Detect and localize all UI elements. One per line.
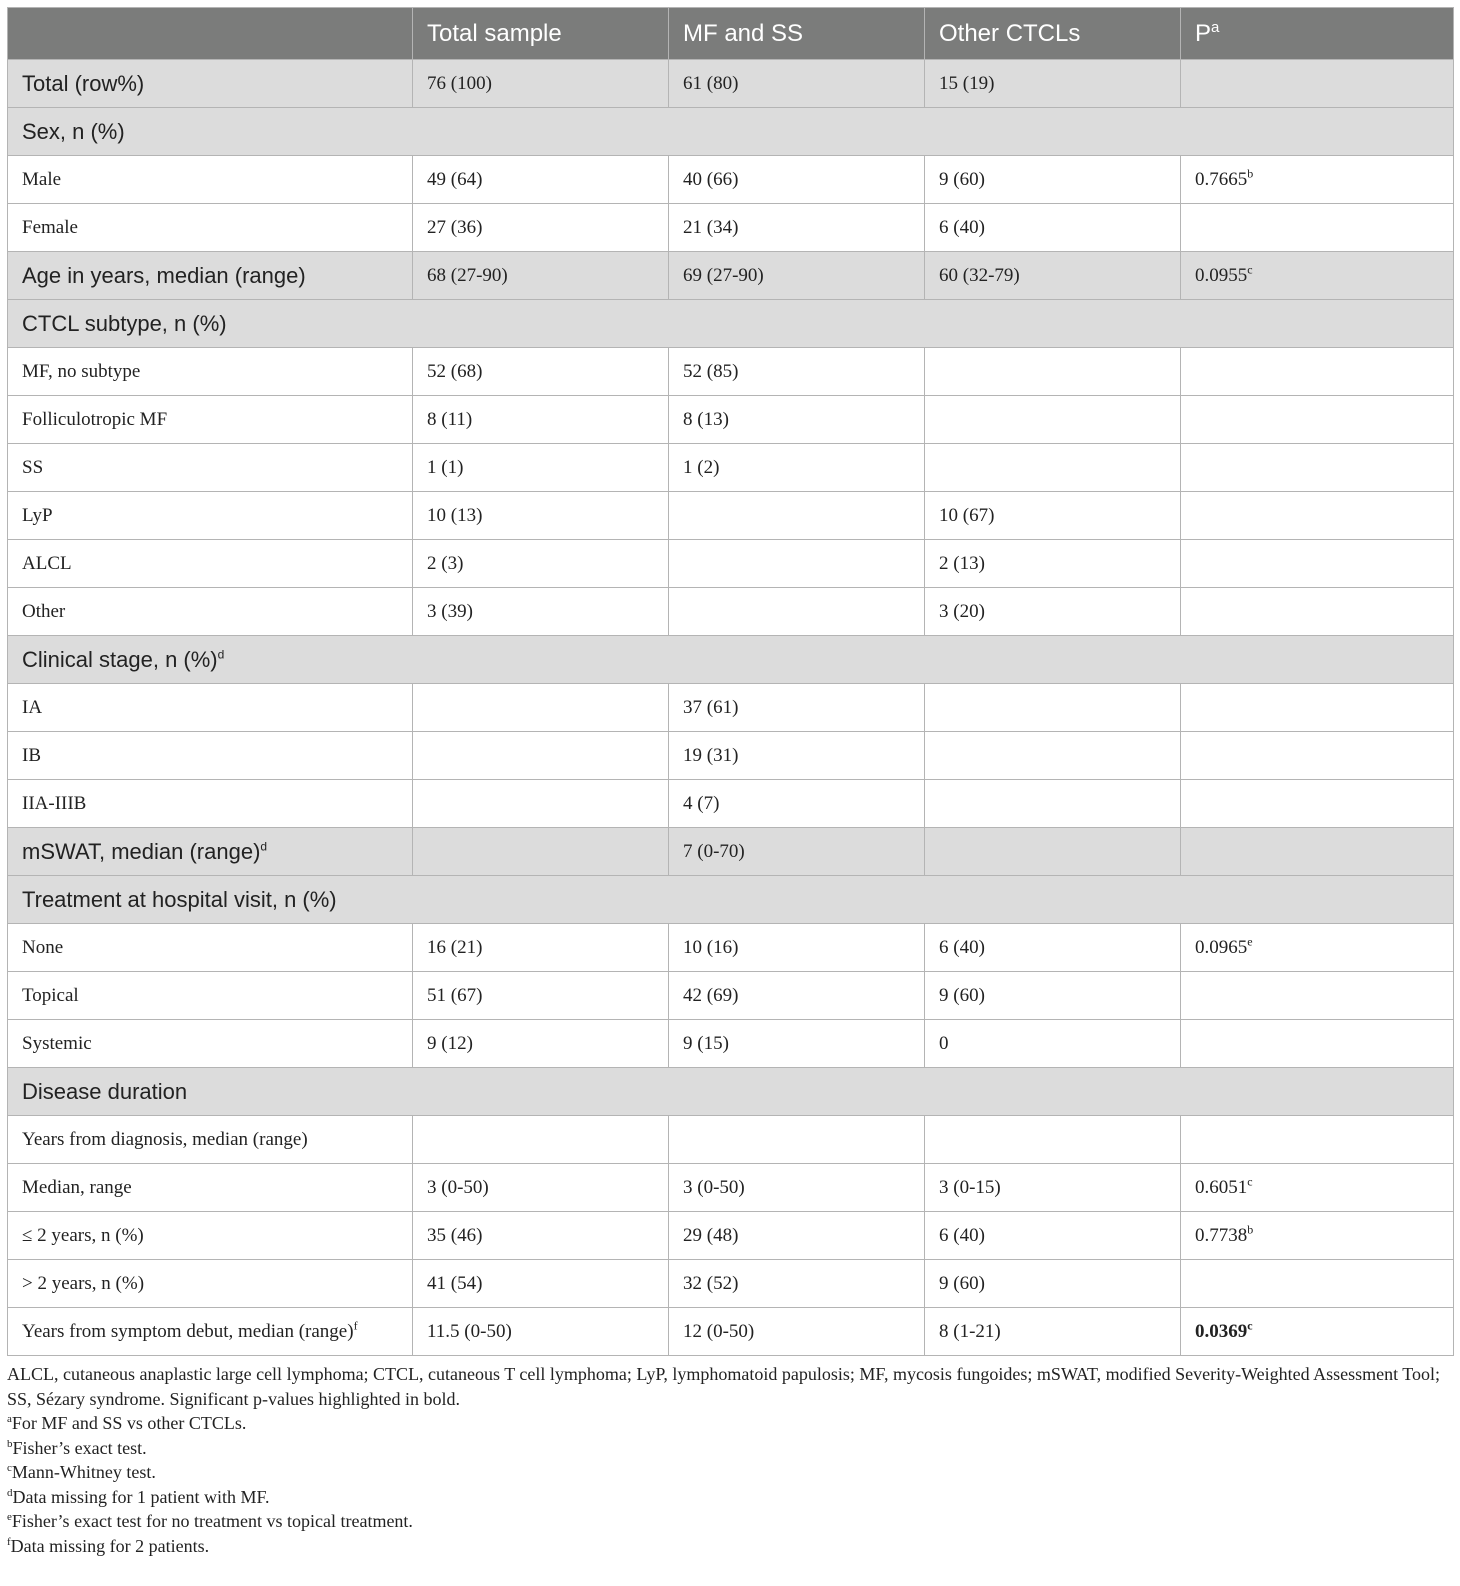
cell-other-ctcls — [925, 828, 1181, 876]
row-label — [8, 924, 413, 972]
cell-p-value — [1181, 1260, 1454, 1308]
row-label — [8, 1164, 413, 1212]
section-heading — [8, 108, 1454, 156]
cell-total-sample — [413, 1212, 669, 1260]
cell-value: 9 (60) — [939, 1272, 985, 1294]
row-label-text: ALCL — [22, 552, 72, 574]
row-label — [8, 540, 413, 588]
cell-total-sample — [413, 252, 669, 300]
cell-value: 7 (0-70) — [683, 840, 745, 862]
cell-value: 61 (80) — [683, 72, 739, 94]
cell-value: 32 (52) — [683, 1272, 739, 1294]
cell-mf-and-ss — [669, 732, 925, 780]
header-p-label: P — [1195, 19, 1212, 47]
cell-value: 10 (13) — [427, 504, 483, 526]
table-row — [8, 588, 1454, 636]
cell-value: 0.0369 — [1195, 1320, 1248, 1342]
cell-other-ctcls — [925, 60, 1181, 108]
cell-total-sample — [413, 60, 669, 108]
cell-value: 1 (2) — [683, 456, 720, 478]
cell-value: 4 (7) — [683, 792, 720, 814]
footnote-marker: c — [7, 1462, 12, 1474]
cell-value: 3 (39) — [427, 600, 473, 622]
cell-total-sample — [413, 1260, 669, 1308]
cell-value: 0.6051 — [1195, 1176, 1248, 1198]
row-label-text: Female — [22, 216, 78, 238]
cell-value: 9 (12) — [427, 1032, 473, 1054]
cell-p-value — [1181, 1020, 1454, 1068]
row-label — [8, 492, 413, 540]
row-label — [8, 972, 413, 1020]
cell-other-ctcls — [925, 780, 1181, 828]
row-label — [8, 252, 413, 300]
row-label — [8, 204, 413, 252]
cell-value: 40 (66) — [683, 168, 739, 190]
row-label-text: IIA-IIIB — [22, 792, 87, 814]
row-label-text: ≤ 2 years, n (%) — [22, 1224, 144, 1246]
table-row — [8, 348, 1454, 396]
cell-p-value — [1181, 684, 1454, 732]
cell-total-sample — [413, 444, 669, 492]
cell-value: 10 (16) — [683, 936, 739, 958]
cell-total-sample — [413, 684, 669, 732]
table-row — [8, 732, 1454, 780]
footnote-marker: c — [1247, 1174, 1253, 1189]
footnote-marker: c — [1247, 1318, 1253, 1333]
header-p-superscript: a — [1211, 18, 1220, 36]
cell-mf-and-ss — [669, 588, 925, 636]
cell-p-value — [1181, 492, 1454, 540]
row-label-text: > 2 years, n (%) — [22, 1272, 145, 1294]
cell-p-value — [1181, 252, 1454, 300]
cell-value: 52 (85) — [683, 360, 739, 382]
cell-value: 52 (68) — [427, 360, 483, 382]
cell-mf-and-ss — [669, 684, 925, 732]
row-label-text: MF, no subtype — [22, 360, 141, 382]
header-blank-cell — [8, 8, 413, 60]
cell-other-ctcls — [925, 1116, 1181, 1164]
cell-other-ctcls — [925, 684, 1181, 732]
footnote — [7, 1509, 1453, 1534]
cell-value: 8 (1-21) — [939, 1320, 1001, 1342]
cell-mf-and-ss — [669, 1308, 925, 1356]
section-row — [8, 828, 1454, 876]
header-total-sample: Total sample — [413, 8, 669, 60]
table-row — [8, 1308, 1454, 1356]
row-label-text: Years from diagnosis, median (range) — [22, 1128, 308, 1150]
row-label — [8, 732, 413, 780]
row-label — [8, 684, 413, 732]
cell-other-ctcls — [925, 252, 1181, 300]
cell-other-ctcls — [925, 972, 1181, 1020]
row-label-text: mSWAT, median (range) — [22, 838, 261, 864]
table-row — [8, 1164, 1454, 1212]
cell-mf-and-ss — [669, 540, 925, 588]
cell-total-sample — [413, 828, 669, 876]
cell-total-sample — [413, 1020, 669, 1068]
cell-total-sample — [413, 1116, 669, 1164]
cell-other-ctcls — [925, 1020, 1181, 1068]
patient-characteristics-table — [7, 7, 1454, 1356]
row-label-text: Years from symptom debut, median (range) — [22, 1320, 354, 1342]
cell-value: 6 (40) — [939, 1224, 985, 1246]
cell-mf-and-ss — [669, 972, 925, 1020]
cell-value: 0.7665 — [1195, 168, 1248, 190]
cell-other-ctcls — [925, 204, 1181, 252]
table-row — [8, 1212, 1454, 1260]
row-label-text: Systemic — [22, 1032, 92, 1054]
row-label — [8, 1116, 413, 1164]
cell-mf-and-ss — [669, 1116, 925, 1164]
footnote — [7, 1436, 1453, 1461]
footnote-text: Data missing for 1 patient with MF. — [12, 1486, 270, 1507]
cell-value: 35 (46) — [427, 1224, 483, 1246]
table-footnotes — [7, 1362, 1453, 1558]
footnote-marker: b — [1247, 166, 1254, 181]
cell-value: 29 (48) — [683, 1224, 739, 1246]
cell-value: 11.5 (0-50) — [427, 1320, 512, 1342]
cell-value: 27 (36) — [427, 216, 483, 238]
table-row — [8, 1260, 1454, 1308]
cell-value: 76 (100) — [427, 72, 492, 94]
cell-other-ctcls — [925, 1260, 1181, 1308]
table-row — [8, 780, 1454, 828]
cell-other-ctcls — [925, 588, 1181, 636]
row-label-text: Male — [22, 168, 62, 190]
cell-p-value — [1181, 156, 1454, 204]
footnote-text: Fisher’s exact test for no treatment vs topical treatment. — [11, 1511, 413, 1531]
footnote-text: Mann-Whitney test. — [11, 1462, 156, 1482]
cell-total-sample — [413, 924, 669, 972]
cell-value: 51 (67) — [427, 984, 483, 1006]
cell-value: 41 (54) — [427, 1272, 483, 1294]
cell-mf-and-ss — [669, 396, 925, 444]
cell-value: 3 (20) — [939, 600, 985, 622]
cell-total-sample — [413, 348, 669, 396]
row-label-text: LyP — [22, 504, 53, 526]
header-p-value — [1181, 8, 1454, 60]
footnote-text: Fisher’s exact test. — [12, 1437, 147, 1458]
cell-total-sample — [413, 732, 669, 780]
row-label-text: IA — [22, 696, 43, 718]
cell-value: 8 (11) — [427, 408, 473, 430]
cell-p-value — [1181, 732, 1454, 780]
cell-p-value — [1181, 444, 1454, 492]
cell-other-ctcls — [925, 492, 1181, 540]
abbreviations-note — [7, 1362, 1453, 1411]
cell-value: 15 (19) — [939, 72, 995, 94]
row-label-text: IB — [22, 744, 41, 766]
table-row — [8, 1020, 1454, 1068]
cell-value: 0.0955 — [1195, 264, 1248, 286]
cell-mf-and-ss — [669, 156, 925, 204]
cell-total-sample — [413, 1164, 669, 1212]
header-mf-and-ss: MF and SS — [669, 8, 925, 60]
cell-mf-and-ss — [669, 1020, 925, 1068]
row-label — [8, 156, 413, 204]
cell-total-sample — [413, 780, 669, 828]
cell-total-sample — [413, 972, 669, 1020]
footnote-marker: a — [7, 1413, 12, 1425]
cell-value: 8 (13) — [683, 408, 729, 430]
table-header-row — [8, 8, 1454, 60]
cell-value: 19 (31) — [683, 744, 739, 766]
section-heading — [8, 1068, 1454, 1116]
cell-total-sample — [413, 204, 669, 252]
cell-other-ctcls — [925, 348, 1181, 396]
cell-mf-and-ss — [669, 60, 925, 108]
footnote-marker: f — [353, 1318, 358, 1333]
footnote-marker: d — [217, 647, 225, 662]
cell-p-value — [1181, 972, 1454, 1020]
cell-other-ctcls — [925, 156, 1181, 204]
cell-value: 0.7738 — [1195, 1224, 1248, 1246]
footnote — [7, 1534, 1453, 1559]
cell-value: 60 (32-79) — [939, 264, 1020, 286]
cell-other-ctcls — [925, 540, 1181, 588]
significant-value — [1195, 1318, 1253, 1342]
cell-value: 3 (0-50) — [427, 1176, 489, 1198]
footnote — [7, 1460, 1453, 1485]
section-row — [8, 252, 1454, 300]
cell-p-value — [1181, 1308, 1454, 1356]
footnote-marker: b — [1247, 1222, 1254, 1237]
cell-value: 10 (67) — [939, 504, 995, 526]
row-label-text: Age in years, median (range) — [22, 262, 306, 288]
table-row — [8, 684, 1454, 732]
cell-total-sample — [413, 588, 669, 636]
cell-value: 6 (40) — [939, 216, 985, 238]
row-label-text: Folliculotropic MF — [22, 408, 168, 430]
cell-mf-and-ss — [669, 1164, 925, 1212]
row-label — [8, 60, 413, 108]
row-label — [8, 1260, 413, 1308]
row-label — [8, 348, 413, 396]
cell-value: 2 (3) — [427, 552, 464, 574]
cell-p-value — [1181, 60, 1454, 108]
cell-value: 69 (27-90) — [683, 264, 764, 286]
cell-other-ctcls — [925, 1164, 1181, 1212]
row-label-text: SS — [22, 456, 44, 478]
table-row — [8, 492, 1454, 540]
row-label-text: Other — [22, 600, 66, 622]
cell-value: 42 (69) — [683, 984, 739, 1006]
row-label — [8, 1212, 413, 1260]
cell-value: 2 (13) — [939, 552, 985, 574]
table-row — [8, 1116, 1454, 1164]
table-row — [8, 204, 1454, 252]
cell-value: 9 (60) — [939, 984, 985, 1006]
footnote-marker: f — [7, 1535, 11, 1548]
cell-other-ctcls — [925, 732, 1181, 780]
table-container — [7, 7, 1453, 1558]
section-row — [8, 60, 1454, 108]
section-heading — [8, 300, 1454, 348]
cell-mf-and-ss — [669, 204, 925, 252]
section-heading — [8, 876, 1454, 924]
cell-p-value — [1181, 204, 1454, 252]
table-row — [8, 444, 1454, 492]
footnote-text: For MF and SS vs other CTCLs. — [11, 1413, 247, 1433]
cell-value: 1 (1) — [427, 456, 464, 478]
section-row — [8, 636, 1454, 684]
cell-p-value — [1181, 396, 1454, 444]
row-label-text: Disease duration — [22, 1078, 188, 1104]
cell-mf-and-ss — [669, 924, 925, 972]
cell-value: 9 (60) — [939, 168, 985, 190]
table-row — [8, 156, 1454, 204]
cell-p-value — [1181, 924, 1454, 972]
row-label — [8, 444, 413, 492]
cell-total-sample — [413, 1308, 669, 1356]
cell-p-value — [1181, 1164, 1454, 1212]
table-row — [8, 540, 1454, 588]
cell-other-ctcls — [925, 1212, 1181, 1260]
row-label — [8, 588, 413, 636]
row-label-text: Topical — [22, 984, 79, 1006]
footnote-marker: b — [7, 1437, 13, 1450]
cell-value: 49 (64) — [427, 168, 483, 190]
cell-total-sample — [413, 396, 669, 444]
footnote-text: Data missing for 2 patients. — [10, 1535, 210, 1556]
cell-value: 3 (0-50) — [683, 1176, 745, 1198]
cell-total-sample — [413, 492, 669, 540]
cell-total-sample — [413, 156, 669, 204]
cell-p-value — [1181, 780, 1454, 828]
cell-mf-and-ss — [669, 1212, 925, 1260]
cell-mf-and-ss — [669, 348, 925, 396]
cell-p-value — [1181, 540, 1454, 588]
table-row — [8, 396, 1454, 444]
cell-value: 0.0965 — [1195, 936, 1248, 958]
cell-value: 37 (61) — [683, 696, 739, 718]
cell-value: 3 (0-15) — [939, 1176, 1001, 1198]
cell-mf-and-ss — [669, 252, 925, 300]
footnote-marker: d — [260, 839, 268, 854]
table-row — [8, 924, 1454, 972]
cell-p-value — [1181, 588, 1454, 636]
cell-value: 9 (15) — [683, 1032, 729, 1054]
cell-p-value — [1181, 828, 1454, 876]
row-label-text: Clinical stage, n (%) — [22, 646, 218, 672]
cell-value: 12 (0-50) — [683, 1320, 755, 1342]
row-label-text: Total (row%) — [22, 70, 145, 96]
row-label-text: Sex, n (%) — [22, 118, 125, 144]
row-label — [8, 396, 413, 444]
cell-other-ctcls — [925, 924, 1181, 972]
cell-value: 6 (40) — [939, 936, 985, 958]
section-row — [8, 876, 1454, 924]
section-row — [8, 1068, 1454, 1116]
cell-total-sample — [413, 540, 669, 588]
table-body — [8, 60, 1454, 1356]
section-row — [8, 300, 1454, 348]
cell-mf-and-ss — [669, 1260, 925, 1308]
table-row — [8, 972, 1454, 1020]
row-label-text: None — [22, 936, 64, 958]
row-label — [8, 1308, 413, 1356]
row-label-text: Median, range — [22, 1176, 132, 1198]
cell-p-value — [1181, 1212, 1454, 1260]
cell-other-ctcls — [925, 396, 1181, 444]
cell-mf-and-ss — [669, 828, 925, 876]
cell-value: 0 — [939, 1032, 949, 1054]
footnote-text: ALCL, cutaneous anaplastic large cell lymphoma; CTCL, cutaneous T cell lymphoma; LyP, lymphomatoid papulosis; MF, mycosis fungoides; mSWAT, modified Severity-Weighted Assessment Tool; SS, Sézary syndrome. Significant p-values highlighted in bold. — [7, 1364, 1441, 1409]
row-label-text: CTCL subtype, n (%) — [22, 310, 227, 336]
cell-mf-and-ss — [669, 492, 925, 540]
cell-other-ctcls — [925, 1308, 1181, 1356]
cell-value: 68 (27-90) — [427, 264, 508, 286]
cell-value: 16 (21) — [427, 936, 483, 958]
cell-p-value — [1181, 1116, 1454, 1164]
cell-other-ctcls — [925, 444, 1181, 492]
cell-mf-and-ss — [669, 444, 925, 492]
row-label-text: Treatment at hospital visit, n (%) — [22, 886, 337, 912]
row-label — [8, 780, 413, 828]
cell-value: 21 (34) — [683, 216, 739, 238]
cell-mf-and-ss — [669, 780, 925, 828]
section-row — [8, 108, 1454, 156]
footnote-marker: e — [1247, 934, 1253, 949]
row-label — [8, 828, 413, 876]
footnote — [7, 1411, 1453, 1436]
row-label — [8, 1020, 413, 1068]
footnote-marker: c — [1247, 262, 1253, 277]
footnote — [7, 1485, 1453, 1510]
footnote-marker: d — [7, 1486, 13, 1499]
footnote-marker: e — [7, 1511, 12, 1523]
header-other-ctcls: Other CTCLs — [925, 8, 1181, 60]
cell-p-value — [1181, 348, 1454, 396]
section-heading — [8, 636, 1454, 684]
